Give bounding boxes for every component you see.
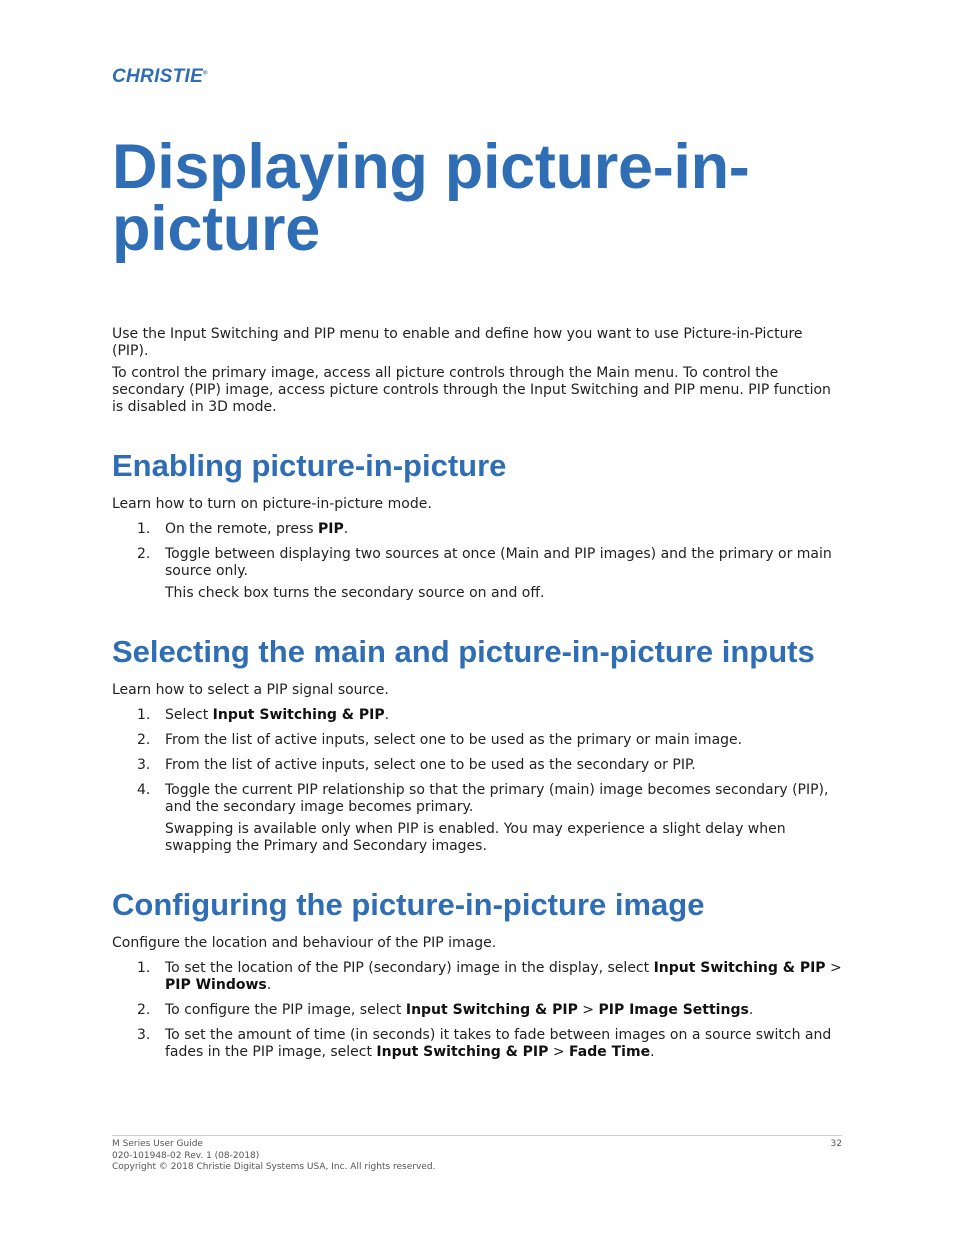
step-text [165,757,842,774]
section-heading: Configuring the picture-in-picture image [112,887,705,922]
step-text-run: Toggle between displaying two sources at once (Main and PIP images) and the primary or main source only. [165,546,832,579]
section-lead: Learn how to select a PIP signal source. [112,682,389,698]
step-text [165,1002,842,1019]
intro-paragraph-2: To control the primary image, access all picture controls through the Main menu. To control the secondary (PIP) image, access picture controls through the Input Switching and PIP menu. PIP function is disabled in 3D mode. [112,365,831,415]
menu-path-label: Input Switching & PIP [376,1044,549,1060]
step-number: 3. [137,757,151,773]
christie-logo: CHRISTIE® [112,66,208,87]
section-lead: Configure the location and behaviour of the PIP image. [112,935,497,951]
step-text [165,707,842,724]
section [112,887,842,1061]
footer-copyright: Copyright © 2018 Christie Digital Systems USA, Inc. All rights reserved. [112,1162,436,1172]
step-text-run: To set the amount of time (in seconds) it takes to fade between images on a source switch and fades in the PIP image, select [165,1027,832,1060]
step-text-run: . [266,977,272,993]
step-text-run: To set the location of the PIP (secondary) image in the display, select [165,960,654,976]
step-text-run: On the remote, press [165,521,319,537]
step-text-run: > [548,1044,570,1060]
step-text [165,782,842,816]
page-title: Displaying picture-in-picture [112,132,750,264]
step-result-note: This check box turns the secondary source on and off. [165,585,545,601]
menu-path-label: Fade Time [569,1044,651,1060]
step-number: 2. [137,732,151,748]
step-number: 2. [137,546,151,562]
footer-doc-number: 020-101948-02 Rev. 1 (08-2018) [112,1150,260,1161]
step-item [112,1002,842,1019]
intro-paragraph-1: Use the Input Switching and PIP menu to enable and define how you want to use Picture-in-Picture (PIP). [112,326,803,359]
step-item [112,546,842,602]
page-footer [112,1135,842,1174]
step-text-run: From the list of active inputs, select one to be used as the primary or main image. [165,732,743,748]
section [112,448,842,602]
step-text [165,521,842,538]
step-text [165,732,842,749]
step-number: 1. [137,707,151,723]
step-item [112,707,842,724]
step-number: 1. [137,960,151,976]
menu-path-label: Input Switching & PIP [653,960,826,976]
menu-path-label: Input Switching & PIP [405,1002,578,1018]
footer-guide-name: M Series User Guide [112,1139,203,1149]
step-text-run: > [577,1002,599,1018]
step-number: 2. [137,1002,151,1018]
step-number: 1. [137,521,151,537]
step-text-run: Select [165,707,213,723]
step-list [112,521,842,602]
step-list [112,707,842,855]
step-number: 3. [137,1027,151,1043]
step-text-run: Toggle the current PIP relationship so that the primary (main) image becomes secondary (PIP), and the secondary image becomes primary. [165,782,829,815]
section-heading: Enabling picture-in-picture [112,448,507,483]
step-text-run: . [650,1044,655,1060]
step-text-run: > [825,960,842,976]
step-number: 4. [137,782,151,798]
step-text [165,546,842,580]
step-text-run: . [384,707,390,723]
menu-path-label: PIP Windows [165,977,267,993]
menu-path-label: PIP [318,521,344,537]
step-item [112,732,842,749]
step-item [112,757,842,774]
step-item [112,782,842,855]
sections-container [112,448,842,1061]
step-text-run: From the list of active inputs, select one to be used as the secondary or PIP. [165,757,696,773]
main-content [112,326,842,1069]
step-result-note: Swapping is available only when PIP is enabled. You may experience a slight delay when swapping the Primary and Secondary images. [165,821,786,854]
section-lead: Learn how to turn on picture-in-picture mode. [112,496,432,512]
menu-path-label: Input Switching & PIP [212,707,385,723]
section-heading: Selecting the main and picture-in-picture inputs [112,634,815,669]
step-list [112,960,842,1061]
menu-path-label: PIP Image Settings [598,1002,749,1018]
page-number: 32 [830,1139,842,1149]
step-item [112,521,842,538]
step-text-run: . [748,1002,754,1018]
step-item [112,1027,842,1061]
section [112,634,842,855]
step-text [165,1027,842,1061]
step-item [112,960,842,994]
step-text-run: . [343,521,349,537]
step-text [165,960,842,994]
step-text-run: To configure the PIP image, select [165,1002,406,1018]
document-page [112,0,842,1235]
